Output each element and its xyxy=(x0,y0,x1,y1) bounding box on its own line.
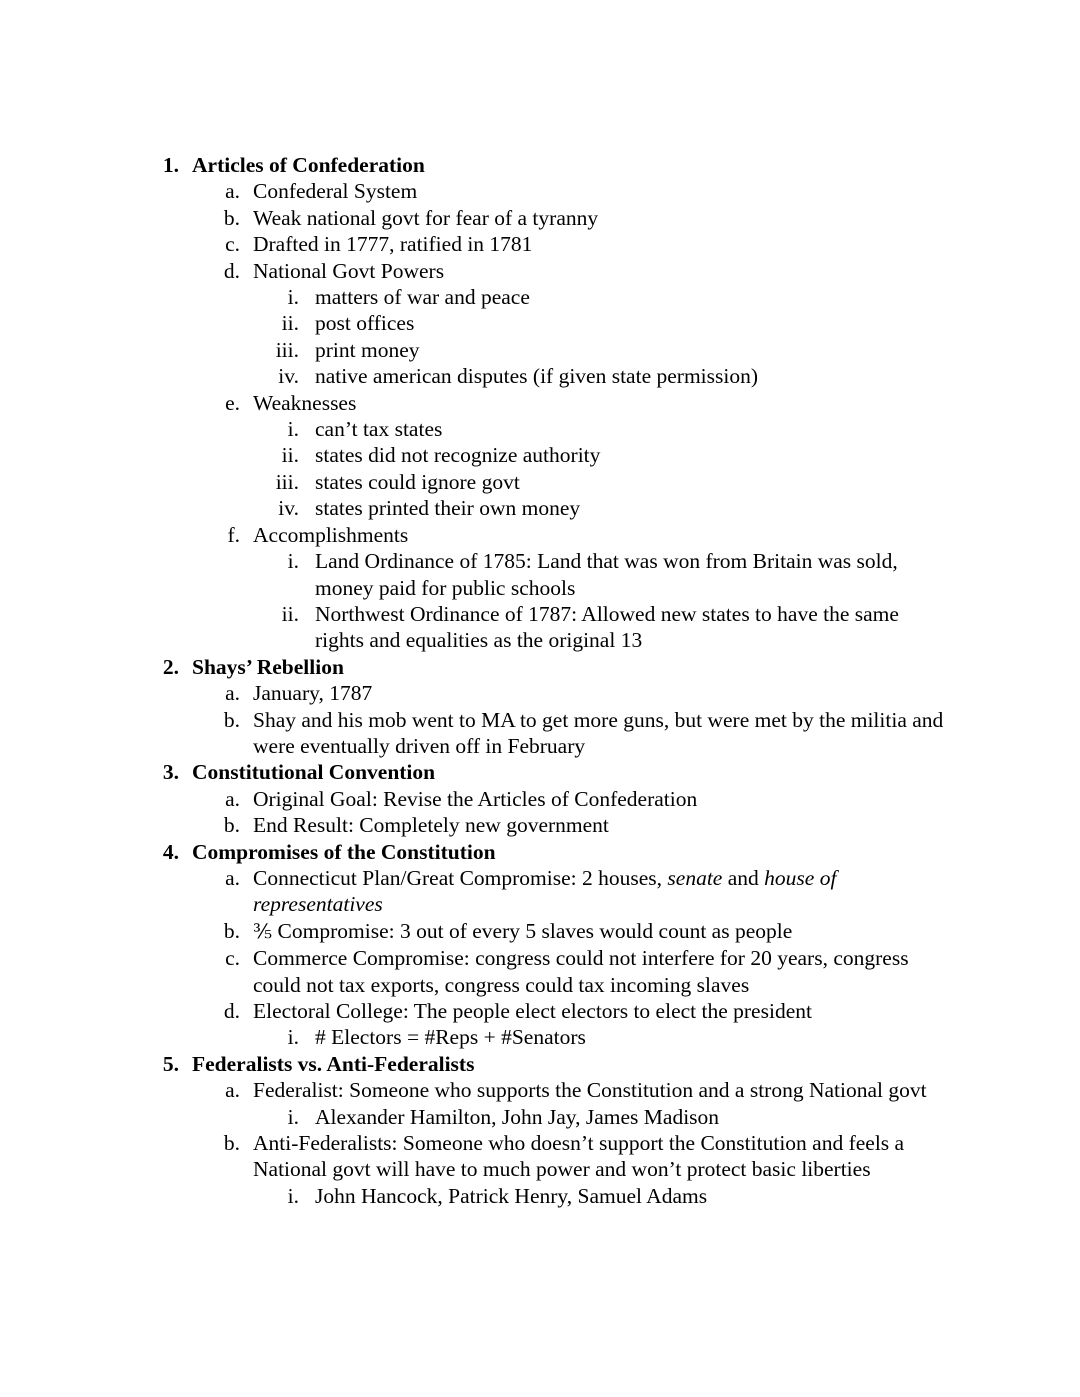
list-marker: ii. xyxy=(281,311,299,336)
outline-item-text: Commerce Compromise: congress could not interfere for 20 years, congress could not tax exports, congress could tax incoming slaves xyxy=(253,946,909,997)
list-marker: c. xyxy=(225,232,240,257)
text-run: and xyxy=(722,865,765,890)
outline-sublist-level-3 xyxy=(253,284,952,390)
outline-sublist-level-3 xyxy=(253,1024,952,1050)
outline-sublist-level-3 xyxy=(253,416,952,522)
outline-item-text: Weak national govt for fear of a tyranny xyxy=(253,205,599,230)
outline-sublist-level-3 xyxy=(253,1183,952,1209)
list-marker: 4. xyxy=(162,839,179,864)
outline-sublist-level-2 xyxy=(192,680,952,759)
outline-sublist-level-3 xyxy=(253,548,952,654)
list-marker: i. xyxy=(287,1183,299,1208)
outline-item-text: Accomplishments xyxy=(253,522,409,547)
three-fifths-fraction: ⅗ xyxy=(253,920,273,943)
outline-item-text: post offices xyxy=(315,311,415,336)
outline-item-january-1787 xyxy=(192,680,952,706)
outline-item-text: # Electors = #Reps + #Senators xyxy=(315,1025,586,1050)
outline-item-confederal-system xyxy=(192,178,952,204)
list-marker: e. xyxy=(225,390,240,415)
outline-item-text: print money xyxy=(315,337,420,362)
outline-item-articles-of-confederation xyxy=(157,152,952,654)
outline-item-compromises-of-the-constitution xyxy=(157,839,952,1051)
list-marker: 3. xyxy=(162,760,179,785)
list-marker: d. xyxy=(223,999,240,1023)
outline-item-accomplishments xyxy=(192,522,952,654)
outline-item-weak-national-govt-for-fear-of-a-tyranny xyxy=(192,205,952,231)
outline-item-states-printed-their-own-money xyxy=(253,495,952,521)
list-marker: 1. xyxy=(162,153,179,177)
outline-item-text: states could ignore govt xyxy=(315,469,520,494)
list-marker: i. xyxy=(287,417,299,442)
outline-item-anti-federalists-someone-who-doesnt-supp xyxy=(192,1130,952,1209)
outline-item-land-ordinance-of-1785-land-that-was-won xyxy=(253,548,952,601)
outline-item-text: Drafted in 1777, ratified in 1781 xyxy=(253,232,533,257)
outline-item-text: states did not recognize authority xyxy=(315,443,601,468)
outline-item-alexander-hamilton-john-jay-james-madiso xyxy=(253,1104,952,1130)
list-marker: a. xyxy=(225,865,240,890)
outline-item-text: Confederal System xyxy=(253,179,418,204)
list-marker: b. xyxy=(223,1131,240,1156)
italic-phrase: senate xyxy=(667,865,723,890)
outline-item-text: Northwest Ordinance of 1787: Allowed new states to have the same rights and equalities as the original 13 xyxy=(315,601,899,653)
outline-item-post-offices xyxy=(253,310,952,336)
list-marker: c. xyxy=(225,946,240,971)
outline-item-text: John Hancock, Patrick Henry, Samuel Adams xyxy=(315,1183,708,1208)
list-marker: iii. xyxy=(275,337,299,362)
outline-item-electors-reps-senators xyxy=(253,1024,952,1050)
list-marker: ii. xyxy=(281,443,299,468)
list-marker: a. xyxy=(225,179,240,204)
outline-item-text xyxy=(253,919,792,943)
outline-item-federalists-vs-anti-federalists xyxy=(157,1051,952,1209)
outline-item-connecticut-plan-great-compromise-2-hous xyxy=(192,865,952,918)
outline-item-text: Articles of Confederation xyxy=(192,153,425,177)
list-marker: iv. xyxy=(278,364,299,389)
list-marker: d. xyxy=(223,258,240,283)
outline-item-text: states printed their own money xyxy=(315,496,581,521)
list-marker: b. xyxy=(223,813,240,838)
text-run: Compromise: 3 out of every 5 slaves would count as people xyxy=(272,918,793,943)
outline-sublist-level-2 xyxy=(192,786,952,839)
outline-item-commerce-compromise-congress-could-not-i xyxy=(192,945,952,998)
outline-item-text: Compromises of the Constitution xyxy=(192,839,496,864)
outline-sublist-level-2 xyxy=(192,178,952,653)
outline-item-states-could-ignore-govt xyxy=(253,469,952,495)
list-marker: f. xyxy=(227,522,240,547)
outline-item-weaknesses xyxy=(192,390,952,522)
outline-item-text: January, 1787 xyxy=(253,681,373,706)
list-marker: a. xyxy=(225,786,240,811)
outline-item-text: Federalists vs. Anti-Federalists xyxy=(192,1051,475,1076)
outline-item-compromise-3-out-of-every-5-slaves-would xyxy=(192,918,952,945)
outline-item-text: native american disputes (if given state permission) xyxy=(315,364,759,389)
outline-sublist-level-3 xyxy=(253,1104,952,1130)
list-marker: iv. xyxy=(278,496,299,521)
outline-item-text: Electoral College: The people elect electors to elect the president xyxy=(253,999,812,1023)
list-marker: a. xyxy=(225,681,240,706)
list-marker: b. xyxy=(223,918,240,943)
outline-item-text: Federalist: Someone who supports the Constitution and a strong National govt xyxy=(253,1078,927,1103)
outline-sublist-level-2 xyxy=(192,1077,952,1209)
outline-item-cant-tax-states xyxy=(253,416,952,442)
outline-item-shay-and-his-mob-went-to-ma-to-get-more- xyxy=(192,707,952,760)
list-marker: i. xyxy=(287,1104,299,1129)
list-marker: a. xyxy=(225,1078,240,1103)
outline-item-text: Anti-Federalists: Someone who doesn’t support the Constitution and feels a National govt will have to much power and won’t protect basic liberties xyxy=(253,1131,905,1182)
outline-item-text xyxy=(253,866,836,916)
outline-item-text: Constitutional Convention xyxy=(192,760,436,785)
outline-item-text: National Govt Powers xyxy=(253,258,445,283)
outline-item-text: Weaknesses xyxy=(253,390,357,415)
outline-item-original-goal-revise-the-articles-of-con xyxy=(192,786,952,812)
outline-item-text: Original Goal: Revise the Articles of Confederation xyxy=(253,786,698,811)
outline-item-states-did-not-recognize-authority xyxy=(253,442,952,468)
outline-item-national-govt-powers xyxy=(192,258,952,390)
outline-item-matters-of-war-and-peace xyxy=(253,284,952,310)
list-marker: i. xyxy=(287,285,299,310)
outline-item-electoral-college-the-people-elect-elect xyxy=(192,998,952,1051)
outline-item-federalist-someone-who-supports-the-cons xyxy=(192,1077,952,1130)
outline-sublist-level-2 xyxy=(192,865,952,1051)
outline-item-shays-rebellion xyxy=(157,654,952,760)
outline-list xyxy=(157,152,952,1209)
list-marker: b. xyxy=(223,205,240,230)
outline-item-text: matters of war and peace xyxy=(315,285,530,310)
outline-item-text: Shay and his mob went to MA to get more guns, but were met by the militia and were eventually driven off in February xyxy=(253,707,944,758)
outline-item-text: Land Ordinance of 1785: Land that was won from Britain was sold, money paid for public schools xyxy=(315,549,898,600)
outline-item-drafted-in-1777-ratified-in-1781 xyxy=(192,231,952,257)
text-run: Connecticut Plan/Great Compromise: 2 houses, xyxy=(253,865,668,890)
outline-item-text: Alexander Hamilton, John Jay, James Madison xyxy=(315,1104,720,1129)
outline-item-text: Shays’ Rebellion xyxy=(192,654,344,679)
outline-item-native-american-disputes-if-given-state- xyxy=(253,363,952,389)
outline-item-end-result-completely-new-government xyxy=(192,812,952,838)
list-marker: 2. xyxy=(162,654,179,679)
list-marker: i. xyxy=(287,1025,299,1050)
italic-phrase: house of representatives xyxy=(253,865,837,917)
outline-item-text: can’t tax states xyxy=(315,417,443,442)
outline-item-text: End Result: Completely new government xyxy=(253,813,609,838)
list-marker: i. xyxy=(287,549,299,574)
outline-item-john-hancock-patrick-henry-samuel-adams xyxy=(253,1183,952,1209)
outline-item-print-money xyxy=(253,337,952,363)
outline-item-northwest-ordinance-of-1787-allowed-new- xyxy=(253,601,952,654)
list-marker: 5. xyxy=(162,1051,179,1076)
list-marker: ii. xyxy=(281,601,299,626)
outline-item-constitutional-convention xyxy=(157,759,952,838)
list-marker: iii. xyxy=(275,469,299,494)
list-marker: b. xyxy=(223,707,240,732)
